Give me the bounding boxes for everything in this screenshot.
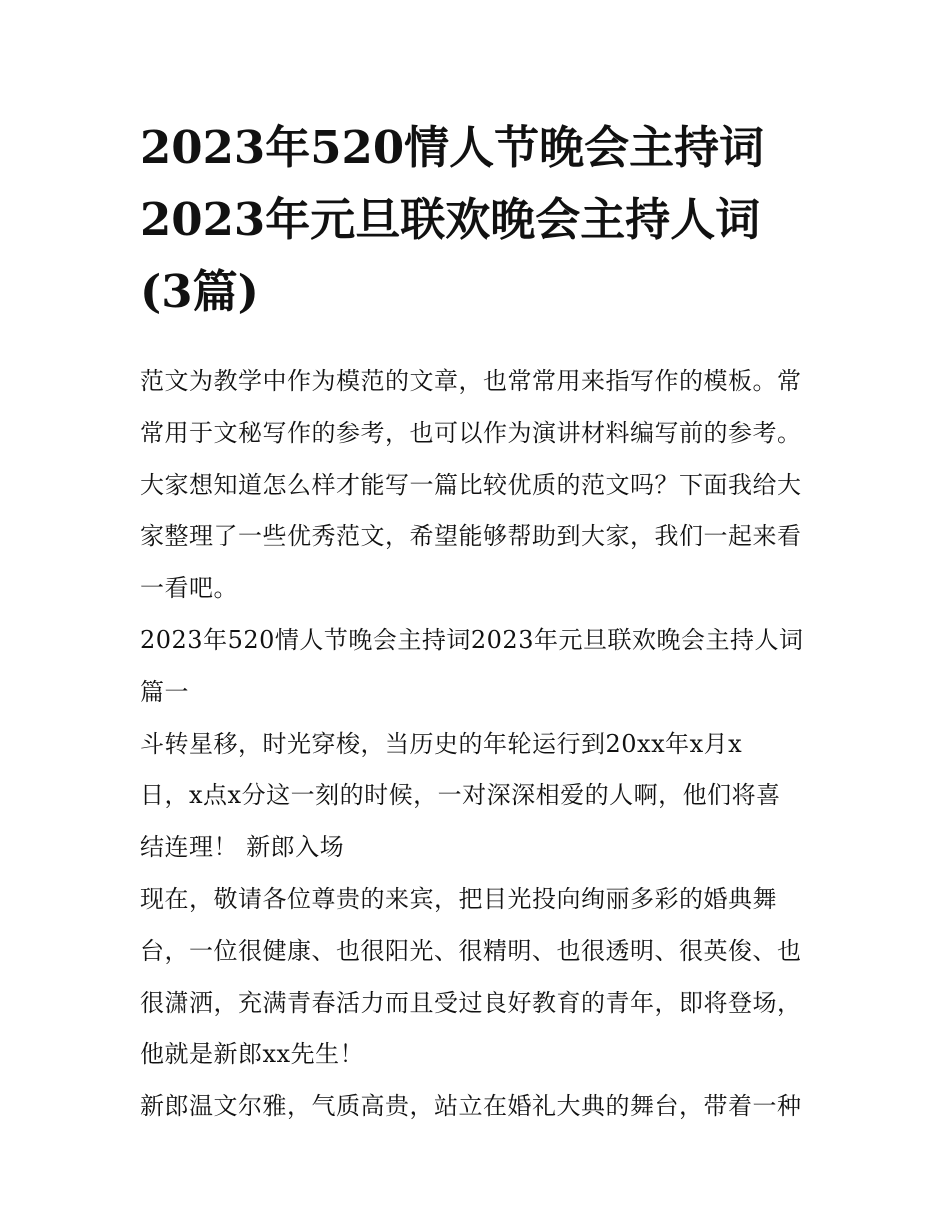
paragraph-line-3: 结连理！ 新郎入场 [140, 833, 345, 862]
paragraph-line-7: 他就是新郎xx先生！ [140, 1040, 365, 1069]
paragraph-line-8: 新郎温文尔雅，气质高贵，站立在婚礼大典的舞台，带着一种 [140, 1092, 802, 1121]
document-body [140, 356, 820, 1133]
paragraph-line-1: 斗转星移，时光穿梭，当历史的年轮运行到20xx年x月x [140, 729, 743, 758]
paragraph-line-4: 现在，敬请各位尊贵的来宾，把目光投向绚丽多彩的婚典舞 [140, 884, 777, 913]
document-title [140, 112, 820, 328]
title-line-3: (3篇) [140, 265, 259, 318]
section-heading-line-2: 篇一 [140, 677, 189, 706]
title-line-2: 2023年元旦联欢晚会主持人词 [140, 193, 761, 246]
intro-line-2: 常用于文秘写作的参考，也可以作为演讲材料编写前的参考。 [140, 418, 802, 447]
intro-line-4: 家整理了一些优秀范文，希望能够帮助到大家，我们一起来看 [140, 522, 802, 551]
intro-line-3: 大家想知道怎么样才能写一篇比较优质的范文吗？下面我给大 [140, 470, 802, 499]
intro-line-5: 一看吧。 [140, 574, 238, 603]
paragraph-line-2: 日，x点x分这一刻的时候，一对深深相爱的人啊，他们将喜 [140, 781, 781, 810]
title-line-1: 2023年520情人节晚会主持词 [140, 121, 765, 174]
paragraph-line-6: 很潇洒，充满青春活力而且受过良好教育的青年，即将登场， [140, 988, 802, 1017]
intro-line-1: 范文为教学中作为模范的文章，也常常用来指写作的模板。常 [140, 367, 802, 395]
section-heading-line-1: 2023年520情人节晚会主持词2023年元旦联欢晚会主持人词 [140, 625, 804, 654]
paragraph-line-5: 台，一位很健康、也很阳光、很精明、也很透明、很英俊、也 [140, 936, 802, 965]
